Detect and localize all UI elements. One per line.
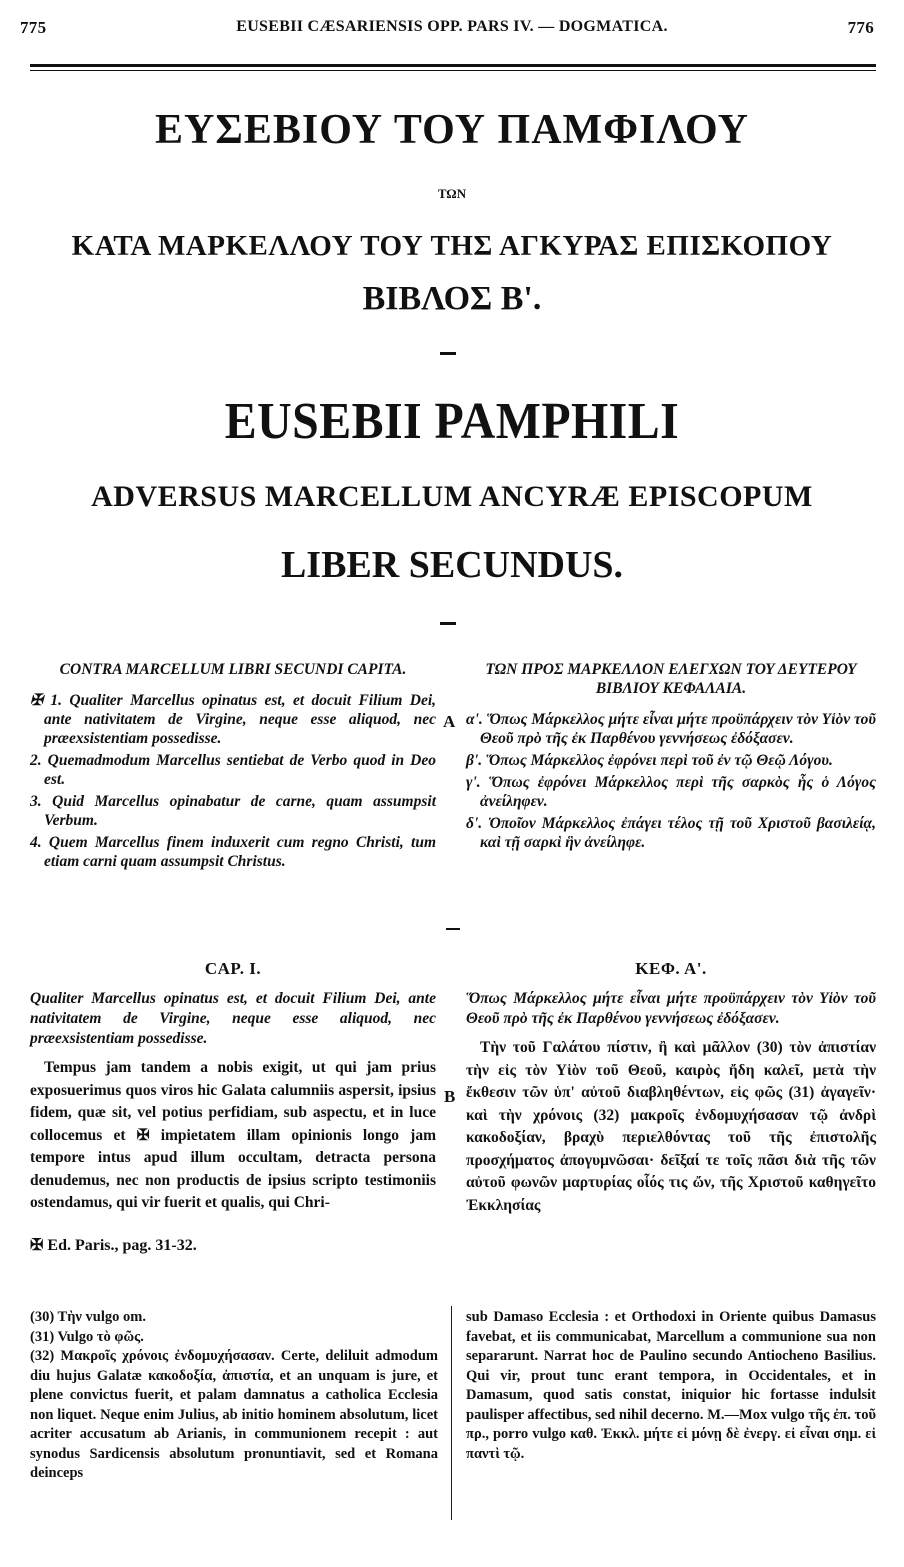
title-divider-2 [440, 622, 456, 625]
chapter1-greek-subtitle: Ὅπως Μάρκελλος μήτε εἶναι μήτε προϋπάρχειν τὸν Υἱὸν τοῦ Θεοῦ πρὸ τῆς ἐκ Παρθένου γεννήσεως ἐδόξασεν. [466, 990, 876, 1027]
margin-letter-a: A [443, 712, 456, 731]
ed-paris-note: ✠ Ed. Paris., pag. 31-32. [30, 1236, 197, 1254]
chapter1-greek-text: Τὴν τοῦ Γαλάτου πίστιν, ἢ καὶ μᾶλλον (30) τὸν ἀπιστίαν τὴν εἰς τὸν Υἱὸν τοῦ Θεοῦ, καιρὸς ἤδη καλεῖ, μετὰ τὴν ἔκθεσιν τῶν ὑπ' αὐτοῦ διαβληθέντων, εἰς φῶς (31) ἀγαγεῖν· καὶ τὴν χρόνοις (32) μακροῖς ἐνδομυχήσασαν τῷ ἀνδρὶ κακοδοξίαν, βραχὺ περιελθόντας τοῦ τῆς ἐπιστολῆς προσχήματος ἀπογυμνῶσαι· δεῖξαί τε τοῖς πᾶσι διὰ τῆς τῶν αὐτοῦ φωνῶν μαρτυρίας οἷός τις ὤν, τῆς Χριστοῦ καθηγεῖτο Ἐκκλησίας [466, 1039, 876, 1214]
capita-greek [466, 660, 876, 855]
left-page-number: 775 [20, 18, 47, 37]
chapter1-latin-text: Tempus jam tandem a nobis exigit, ut qui jam prius exposuerimus quos viros hic Galata calumniis aspersit, ipsius fidem, quæ sit, vel potius perfidiam, sub aspectu, et in luce collocemus et ✠ impietatem illam opinionis longo jam tempore intus apud illum occultam, detracta persona denudemus, nec non productis de ipsius scripto testimoniis ostendamus, qui vir fuerit et qualis, qui Chri- [30, 1059, 436, 1211]
title-divider [440, 352, 456, 355]
capita-greek-item-2: β'. Ὅπως Μάρκελλος ἐφρόνει περὶ τοῦ ἐν τῷ Θεῷ Λόγου. [466, 752, 833, 769]
chapter1-latin-title: CAP. I. [204, 959, 262, 978]
capita-latin-item-1: ✠ 1. Qualiter Marcellus opinatus est, et docuit Filium Dei, ante nativitatem de Virgine, neque esse aliquod, nec præexsistentiam possedisse. [30, 692, 436, 747]
capita-latin-heading: CONTRA MARCELLUM LIBRI SECUNDI CAPITA. [59, 661, 407, 678]
capita-latin [30, 660, 436, 874]
capita-latin-item-3: 3. Quid Marcellus opinabatur de carne, quam assumpsit Verbum. [30, 793, 436, 829]
capita-latin-item-2: 2. Quemadmodum Marcellus sentiebat de Verbo quod in Deo est. [30, 752, 436, 788]
note-31: (31) Vulgo τὸ φῶς. [30, 1328, 144, 1345]
greek-ton: ΤΩΝ [437, 186, 467, 201]
capita-greek-item-3: γ'. Ὅπως ἐφρόνει Μάρκελλος περὶ τῆς σαρκὸς ἧς ὁ Λόγος ἀνείληφεν. [466, 774, 876, 810]
latin-title: EUSEBII PAMPHILI [224, 393, 680, 450]
greek-subtitle: ΚΑΤΑ ΜΑΡΚΕΛΛΟΥ ΤΟΥ ΤΗΣ ΑΓΚΥΡΑΣ ΕΠΙΣΚΟΠΟΥ [71, 230, 833, 262]
chapter1-greek [466, 958, 876, 1217]
right-page-number: 776 [847, 18, 874, 37]
capita-greek-heading: ΤΩΝ ΠΡΟΣ ΜΑΡΚΕΛΛΟΝ ΕΛΕΓΧΩΝ ΤΟΥ ΔΕΥΤΕΡΟΥ ΒΙΒΛΙΟΥ ΚΕΦΑΛΑΙΑ. [485, 661, 857, 697]
greek-book: ΒΙΒΛΟΣ Β'. [362, 280, 542, 317]
margin-letter-b: B [444, 1087, 456, 1106]
capita-greek-item-4: δ'. Ὁποῖον Μάρκελλος ἐπάγει τέλος τῇ τοῦ Χριστοῦ βασιλείᾳ, καὶ τῇ σαρκὶ ἣν ἀνείληφε. [466, 815, 876, 851]
header-rule-thin [30, 70, 876, 71]
latin-subtitle: ADVERSUS MARCELLUM ANCYRÆ EPISCOPUM [91, 480, 813, 513]
greek-title: ΕΥΣΕΒΙΟΥ ΤΟΥ ΠΑΜΦΙΛΟΥ [155, 107, 749, 153]
running-head-title: EUSEBII CÆSARIENSIS OPP. PARS IV. — DOGMATICA. [236, 18, 668, 35]
notes-right [466, 1308, 876, 1464]
note-30: (30) Τὴν vulgo om. [30, 1309, 146, 1325]
note-continuation: sub Damaso Ecclesia : et Orthodoxi in Oriente quibus Damasus favebat, et iis communicabat, Marcellum a communione sua non separarunt. Narrat hoc de Paulino secundo Antiocheno Basilius. Qui vir, prout tunc erant tempora, in Occidentales, et in Damasum, quod satis constat, iniquior hic fortasse indulsit paulisper affectibus, sed nihil decerno. M.—Mox vulgo τῆς ἐπ. τοῦ πρ., porro vulgo καθ. Ἐκκλ. μήτε εἰ μόνῃ δὲ ἐνεργ. εἰ εἶναι σημ. εἰ παντὶ τῷ. [466, 1309, 876, 1462]
capita-greek-item-1: α'. Ὅπως Μάρκελλος μήτε εἶναι μήτε προϋπάρχειν τὸν Υἱὸν τοῦ Θεοῦ πρὸ τῆς ἐκ Παρθένου γεννήσεως ἐδόξασεν. [466, 711, 876, 747]
chapter1-greek-title: ΚΕΦ. Α'. [635, 959, 707, 978]
latin-book: LIBER SECUNDUS. [280, 544, 624, 586]
notes-column-divider [451, 1306, 452, 1520]
section-divider [446, 928, 460, 930]
chapter1-latin-subtitle: Qualiter Marcellus opinatus est, et docuit Filium Dei, ante nativitatem de Virgine, neque esse aliquod, nec præexsistentiam possedisse. [30, 990, 436, 1047]
notes-left [30, 1308, 438, 1484]
note-32: (32) Μακροῖς χρόνοις ἐνδομυχήσασαν. Certe, deliluit admodum diu hujus Galatæ κακοδοξία, ἀπιστία, et an unquam is jure, et plene convictus fuerit, et palam damnatus a catholica Ecclesia non liquet. Neque enim Julius, ab initio hominem absolutum, licet acriter accusatum ab Arianis, in communionem recepit : aut synodus Sardicensis absolutum pronuntiavit, sed et Romana deinceps [30, 1348, 438, 1481]
header-rule [30, 64, 876, 67]
capita-latin-item-4: 4. Quem Marcellus finem induxerit cum regno Christi, tum etiam carni quam assumpsit Christus. [30, 834, 436, 870]
chapter1-latin [30, 958, 436, 1256]
